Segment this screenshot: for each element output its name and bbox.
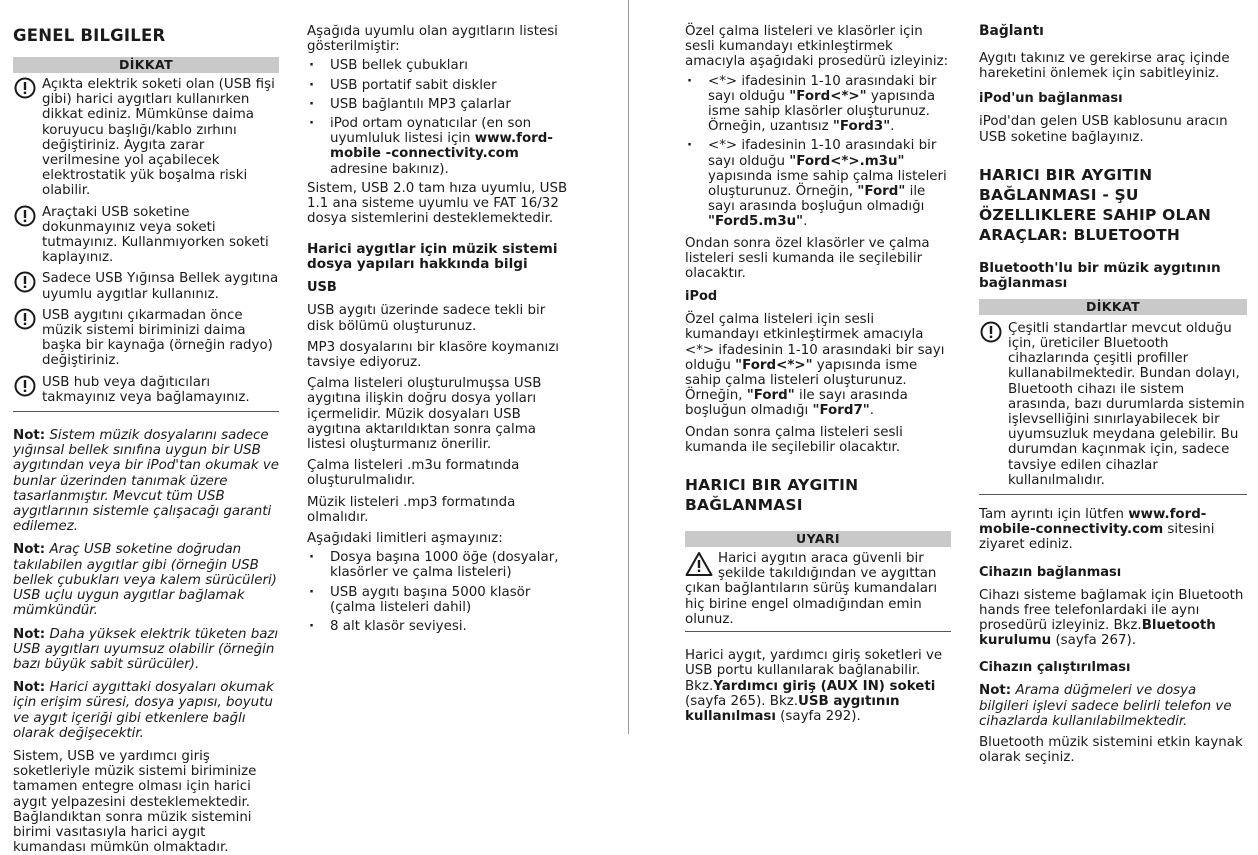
column-1: [13, 26, 279, 855]
note-paragraph: Not: Sistem müzik dosyalarını sadece yığınsal bellek sınıfına uygun bir USB aygıtından veya bir iPod'tan okumak ve bunlar üzerinden tanımak üzere tasarlanmıştır. Mevcut tüm USB aygıtlarının sistemle çalışacağı garanti edilemez.: [13, 428, 280, 535]
body-paragraph: iPod'dan gelen USB kablosunu aracın USB soketine bağlayınız.: [979, 114, 1228, 145]
caution-item: [13, 271, 279, 301]
subsection-heading: Bluetooth'lu bir müzik aygıtının bağlanması: [979, 259, 1221, 291]
caution-icon: [979, 321, 1003, 347]
body-paragraph: Özel çalma listeleri ve klasörler için sesli kumandayı etkinleştirmek amacıyla aşağıdaki prosedürü izleyiniz:: [685, 24, 949, 70]
list-item: · USB bellek çubukları: [307, 58, 575, 73]
caution-icon: [13, 375, 37, 401]
cross-reference-link[interactable]: Bluetooth kurulumu: [979, 618, 1216, 649]
warning-item: [685, 547, 951, 632]
limits-list: [307, 550, 575, 634]
section-title-general: GENEL BILGILER: [13, 26, 166, 45]
list-item: · USB bağlantılı MP3 çalarlar: [307, 97, 575, 112]
body-paragraph: Harici aygıt, yardımcı giriş soketleri ve USB portu kullanılarak bağlanabilir. Bkz.Yardımcı giriş (AUX IN) soketi (sayfa 265). Bkz.USB aygıtının kullanılması (sayfa 292).: [685, 648, 943, 724]
caution-text: Açıkta elektrik soketi olan (USB fişi gibi) harici aygıtları kullanırken dikkat ediniz. Mümkünse daima koruyucu başlığı/kablo zırhını değiştiriniz. Aygıta zarar verilmesine yol açabilecek elektrostatik yük boşalma riski olabilir.: [42, 77, 275, 199]
compatible-device-list: [307, 58, 575, 176]
body-paragraph: MP3 dosyalarını bir klasöre koymanızı tavsiye ediyoruz.: [307, 339, 559, 371]
cross-reference-link[interactable]: Yardımcı giriş (AUX IN) soketi: [713, 678, 936, 694]
body-paragraph: Çalma listeleri oluşturulmuşsa USB aygıtına ilişkin doğru dosya yolları içermelidir. Müzik dosyaları USB aygıtına aktarıldıktan sonra çalma listesi oluşturmanız önerilir.: [307, 376, 542, 453]
body-paragraph: Müzik listeleri .mp3 formatında olmalıdır.: [307, 494, 516, 525]
caution-icon: [13, 77, 37, 103]
caution-text: USB hub veya dağıtıcıları takmayınız veya bağlamayınız.: [42, 374, 250, 405]
caution-text: USB aygıtını çıkarmadan önce müzik sistemi biriminizi daima başka bir kaynağa (örneğin radyo) değiştiriniz.: [42, 307, 273, 369]
list-item: · Dosya başına 1000 öğe (dosyalar, klasörler ve çalma listeleri): [307, 550, 575, 580]
body-paragraph: Çalma listeleri .m3u formatında oluşturulmalıdır.: [307, 458, 520, 489]
body-paragraph: Ondan sonra çalma listeleri sesli kumanda ile seçilebilir olacaktır.: [685, 424, 903, 455]
column-4: [979, 24, 1247, 765]
warning-text: Harici aygıtın araca güvenli bir şekilde takıldığından ve aygıttan çıkan bağlantıların sürüş kumandaları hiç birine engel olmadığından emin olunuz.: [685, 551, 938, 627]
note-paragraph: Not: Arama düğmeleri ve dosya bilgileri işlevi sadece belirli telefon ve cihazlarda kullanılabilmektedir.: [979, 683, 1232, 729]
center-divider: [628, 0, 629, 734]
caution-item: [13, 205, 279, 266]
subsection-heading: iPod'un bağlanması: [979, 91, 1123, 107]
playlist-rules-list: [685, 74, 951, 230]
caution-text: Sadece USB Yığınsa Bellek aygıtına uyumlu aygıtlar kullanınız.: [42, 271, 279, 302]
list-item: · 8 alt klasör seviyesi.: [307, 619, 575, 634]
body-paragraph: Aygıtı takınız ve gerekirse araç içinde hareketini önlemek için sabitleyiniz.: [979, 51, 1230, 82]
body-paragraph: Ondan sonra özel klasörler ve çalma listeleri sesli kumanda ile seçilebilir olacaktır.: [685, 235, 930, 282]
body-paragraph: Bluetooth müzik sistemini etkin kaynak olarak seçiniz.: [979, 735, 1243, 766]
list-item: · USB aygıtı başına 5000 klasör (çalma listeleri dahil): [307, 585, 575, 615]
website-link[interactable]: www.ford-mobile -connectivity.com: [330, 131, 553, 162]
cross-reference-link[interactable]: USB aygıtının kullanılması: [685, 693, 900, 724]
compatible-intro: Aşağıda uyumlu olan aygıtların listesi gösterilmiştir:: [307, 24, 558, 55]
body-paragraph: Cihazı sisteme bağlamak için Bluetooth hands free telefonlardaki ile aynı prosedürü izleyiniz. Bkz.Bluetooth kurulumu (sayfa 267).: [979, 587, 1244, 649]
caution-text: Araçtaki USB soketine dokunmayınız veya soketi tutmayınız. Kullanmıyorken soketi kaplayınız.: [42, 204, 269, 266]
body-paragraph: Sistem, USB 2.0 tam hıza uyumlu, USB 1.1 ana sisteme uyumlu ve FAT 16/32 dosya sistemlerini desteklemektedir.: [307, 180, 568, 227]
body-paragraph: Aşağıdaki limitleri aşmayınız:: [307, 531, 503, 547]
list-item: · USB portatif sabit diskler: [307, 78, 575, 93]
body-paragraph: Sistem, USB ve yardımcı giriş soketleriyle müzik sistemi biriminize tamamen entegre olması için harici aygıt yelpazesini desteklemektedir. Bağlandıktan sonra müzik sistemini birimi vasıtasıyla harici aygıt kumandası mümkün olmaktadır.: [13, 748, 257, 855]
caution-item: [979, 321, 1247, 495]
list-item: · <*> ifadesinin 1-10 arasındaki bir sayı olduğu "Ford<*>" yapısında isme sahip klasörler oluşturunuz. Örneğin, uzantısız "Ford3".: [685, 74, 951, 135]
body-paragraph: Özel çalma listeleri için sesli kumandayı etkinleştirmek amacıyla <*> ifadesinin 1-10 arasındaki bir sayı olduğu "Ford<*>" yapısında isme sahip çalma listeleri oluşturunuz. Örneğin, "Ford" ile sayı arasında boşluğun olmadığı "Ford7".: [685, 312, 945, 419]
caution-banner: DİKKAT: [13, 57, 279, 73]
caution-item: [13, 77, 279, 199]
ipod-heading: iPod: [685, 289, 718, 305]
section-title-connect: HARICI BIR AYGITIN BAĞLANMASI: [685, 476, 859, 515]
column-3: [685, 24, 951, 724]
list-item: · <*> ifadesinin 1-10 arasındaki bir sayı olduğu "Ford<*>.m3u" yapısında isme sahip çalma listeleri oluşturunuz. Örneğin, "Ford" ile sayı arasında boşluğun olmadığı "Ford5.m3u".: [685, 138, 951, 229]
note-paragraph: Not: Daha yüksek elektrik tüketen bazı USB aygıtları uyumsuz olabilir (örneğin bazı büyük sabit sürücüler).: [13, 626, 279, 672]
note-paragraph: Not: Araç USB soketine doğrudan takılabilen aygıtlar gibi (örneğin USB bellek çubukları veya kalem sürücüleri) USB uçlu uygun aygıtlar bağlamak mümkündür.: [13, 542, 277, 619]
caution-icon: [13, 271, 37, 297]
warning-triangle-icon: [685, 551, 713, 581]
caution-icon: [13, 205, 37, 231]
body-paragraph: Tam ayrıntı için lütfen www.ford-mobile-connectivity.com sitesini ziyaret ediniz.: [979, 507, 1215, 553]
website-link[interactable]: www.ford-mobile-connectivity.com: [979, 507, 1207, 538]
note-paragraph: Not: Harici aygıttaki dosyaları okumak için erişim süresi, dosya yapısı, boyutu ve aygıt içeriği gibi etkenlere bağlı olarak değişecektir.: [13, 680, 274, 741]
section-title-bluetooth: HARICI BIR AYGITIN BAĞLANMASI - ŞU ÖZELLIKLERE SAHIP OLAN ARAÇLAR: BLUETOOTH: [979, 165, 1211, 244]
caution-item: [13, 308, 279, 369]
warning-banner: UYARI: [685, 531, 951, 547]
list-item: · iPod ortam oynatıcılar (en son uyumluluk listesi için www.ford-mobile -connectivity.com adresine bakınız).: [307, 116, 575, 177]
usb-heading: USB: [307, 280, 337, 296]
caution-banner: DİKKAT: [979, 299, 1247, 315]
column-2: [307, 24, 575, 634]
body-paragraph: USB aygıtı üzerinde sadece tekli bir disk bölümü oluşturunuz.: [307, 303, 546, 334]
subsection-heading: Harici aygıtlar için müzik sistemi dosya yapıları hakkında bilgi: [307, 241, 558, 273]
caution-icon: [13, 308, 37, 334]
subsection-heading: Cihazın çalıştırılması: [979, 660, 1131, 676]
subsection-heading: Bağlantı: [979, 23, 1044, 39]
caution-item: [13, 375, 279, 412]
caution-text: Çeşitli standartlar mevcut olduğu için, üreticiler Bluetooth cihazlarında çeşitli profiller kullanabilmektedir. Bundan dolayı, Bluetooth cihazı ile sistem arasında, bazı durumlarda sistemin işlevselliğini sınırlayabilecek bir uyumsuzluk meydana gelebilir. Bu durumdan kaçınmak için, sadece tavsiye edilen cihazlar kullanılmalıdır.: [1008, 320, 1245, 488]
subsection-heading: Cihazın bağlanması: [979, 564, 1122, 580]
